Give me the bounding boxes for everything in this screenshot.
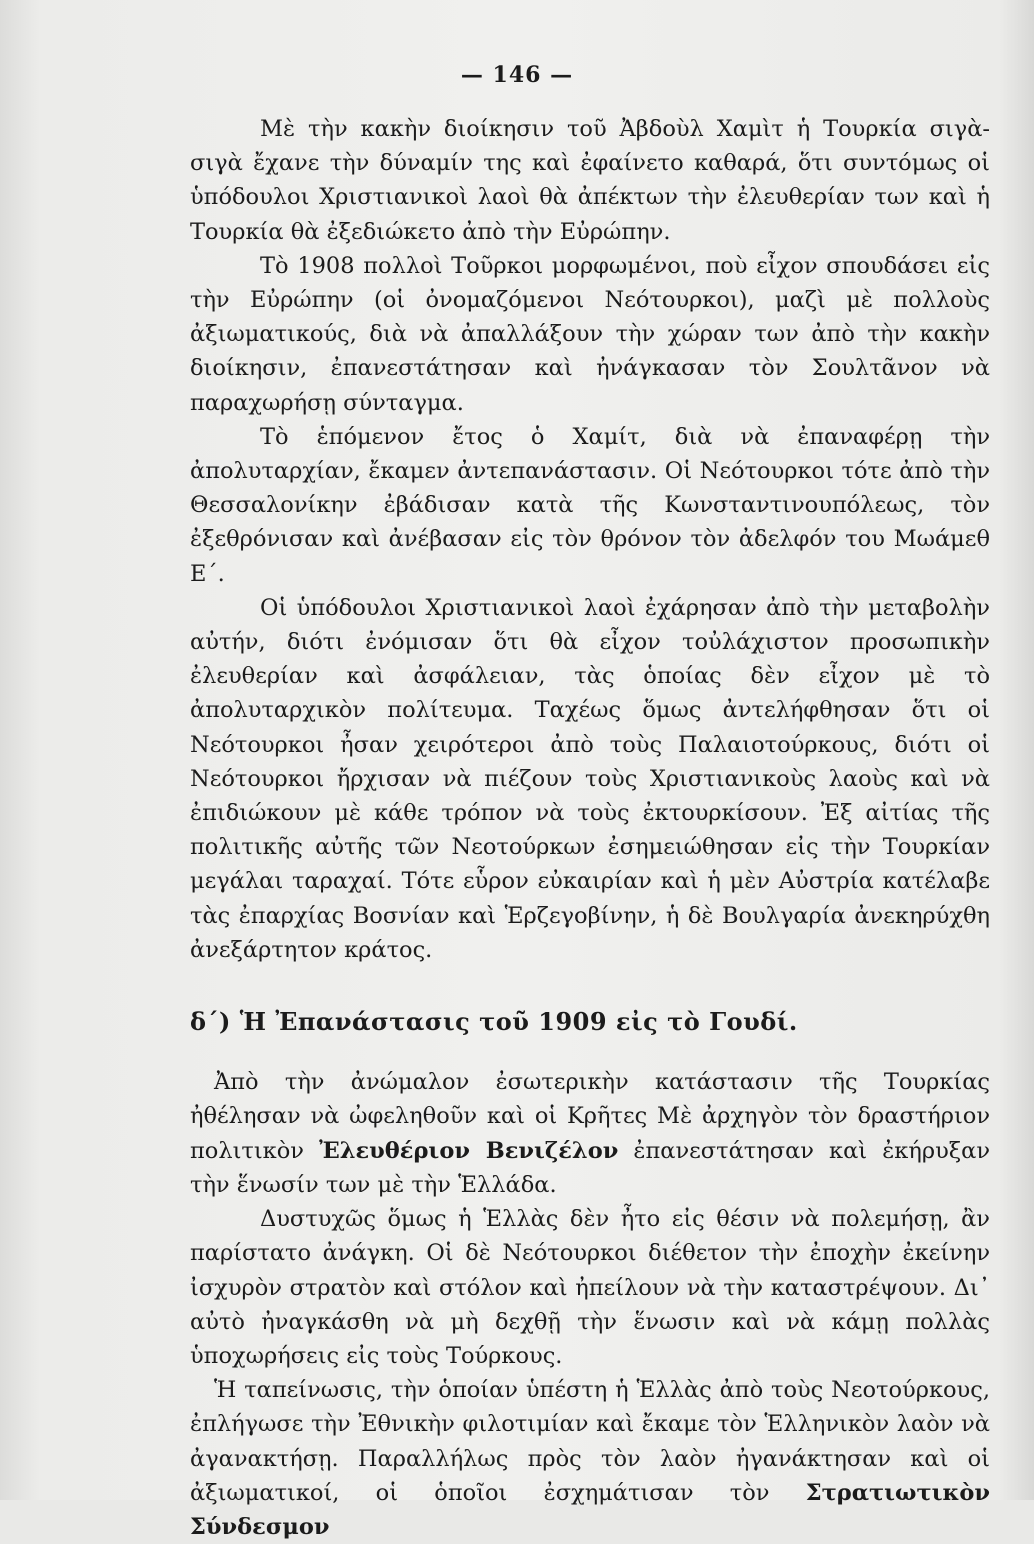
paragraph-cretans-text-b: ἐπανεστάτησαν καὶ ἐκήρυξαν τὴν ἕνωσίν των μὲ τὴν Ἑλλάδα. — [190, 1137, 991, 1198]
paragraph-cretans — [190, 1065, 990, 1202]
paragraph-young-turks-1908: Τὸ 1908 πολλοὶ Τοῦρκοι μορφωμένοι, ποὺ εἶχον σπουδάσει εἰς τὴν Εὐρώπην (οἱ ὀνομαζόμενοι Νεότουρκοι), μαζὶ μὲ πολλοὺς ἀξιωματικούς, διὰ νὰ ἀπαλλάξουν τὴν χώραν των ἀπὸ τὴν κακὴν διοίκησιν, ἐπανεστάτησαν καὶ ἠνάγκασαν τὸν Σουλτᾶνον νὰ παραχωρήσῃ σύνταγμα. — [190, 252, 990, 416]
section-heading: δ΄) Ἡ Ἐπανάστασις τοῦ 1909 εἰς τὸ Γουδί. — [190, 1007, 798, 1037]
paragraph-hamid-rule: Μὲ τὴν κακὴν διοίκησιν τοῦ Ἀβδοὺλ Χαμὶτ ἡ Τουρκία σιγὰ-σιγὰ ἔχανε τὴν δύναμίν της καὶ ἐφαίνετο καθαρά, ὅτι συντόμως οἱ ὑπόδουλοι Χριστιανικοὶ λαοὶ θὰ ἀπέκτων τὴν ἐλευθερίαν των καὶ ἡ Τουρκία θὰ ἐξεδιώκετο ἀπὸ τὴν Εὐρώπην. — [190, 116, 990, 245]
paragraph-humiliation — [190, 1373, 990, 1544]
paragraph-humiliation-text: Ἡ ταπείνωσις, τὴν ὁποίαν ὑπέστη ἡ Ἑλλὰς ἀπὸ τοὺς Νεοτούρκους, ἐπλήγωσε τὴν Ἐθνικὴν φιλοτιμίαν καὶ ἔκαμε τὸν Ἑλληνικὸν λαὸν νὰ ἀγανακτήσῃ. Παραλλήλως πρὸς τὸν λαὸν ἠγανάκτησαν καὶ οἱ ἀξιωματικοί, οἱ ὁποῖοι ἐσχημάτισαν τὸν — [190, 1377, 990, 1506]
military-league-name: Στρατιωτικὸν Σύνδεσμον — [190, 1479, 990, 1540]
body-text — [190, 112, 990, 1544]
paragraph-counter-revolution: Τὸ ἑπόμενον ἔτος ὁ Χαμίτ, διὰ νὰ ἐπαναφέρῃ τὴν ἀπολυταρχίαν, ἔκαμεν ἀντεπανάστασιν. Οἱ Νεότουρκοι τότε ἀπὸ τὴν Θεσσαλονίκην ἐβάδισαν κατὰ τῆς Κωνσταντινουπόλεως, τὸν ἐξεθρόνισαν καὶ ἀνέβασαν εἰς τὸν θρόνον τὸν ἀδελφόν του Μωάμεθ Ε΄. — [190, 423, 990, 587]
page-number: — 146 — — [460, 62, 574, 88]
paragraph-cretans-text-a: Ἀπὸ τὴν ἀνώμαλον ἐσωτερικὴν κατάστασιν τῆς Τουρκίας ἠθέλησαν νὰ ὠφεληθοῦν καὶ οἱ Κρῆτες Μὲ ἀρχηγὸν τὸν δραστήριον πολιτικὸν — [190, 1069, 990, 1164]
paragraph-greece-unable: Δυστυχῶς ὅμως ἡ Ἑλλὰς δὲν ἦτο εἰς θέσιν νὰ πολεμήσῃ, ἂν παρίστατο ἀνάγκη. Οἱ δὲ Νεότουρκοι διέθετον τὴν ἐποχὴν ἐκείνην ἰσχυρὸν στρατὸν καὶ στόλον καὶ ἠπείλουν νὰ τὴν καταστρέψουν. Δι᾽ αὐτὸ ἠναγκάσθη νὰ μὴ δεχθῇ τὴν ἕνωσιν καὶ νὰ κάμῃ πολλὰς ὑποχωρήσεις εἰς τοὺς Τούρκους. — [190, 1206, 990, 1369]
venizelos-name: Ἐλευθέριον Βενιζέλον — [319, 1137, 619, 1164]
paragraph-christian-peoples: Οἱ ὑπόδουλοι Χριστιανικοὶ λαοὶ ἐχάρησαν ἀπὸ τὴν μεταβολὴν αὐτήν, διότι ἐνόμισαν ὅτι θὰ εἶχον τοὐλάχιστον προσωπικὴν ἐλευθερίαν καὶ ἀσφάλειαν, τὰς ὁποίας δὲν εἶχον μὲ τὸ ἀπολυταρχικὸν πολίτευμα. Ταχέως ὅμως ἀντελήφθησαν ὅτι οἱ Νεότουρκοι ἦσαν χειρότεροι ἀπὸ τοὺς Παλαιοτούρκους, διότι οἱ Νεότουρκοι ἤρχισαν νὰ πιέζουν τοὺς Χριστιανικοὺς λαοὺς καὶ νὰ ἐπιδιώκουν μὲ κάθε τρόπον νὰ τοὺς ἐκτουρκίσουν. Ἐξ αἰτίας τῆς πολιτικῆς αὐτῆς τῶν Νεοτούρκων ἐσημειώθησαν εἰς τὴν Τουρκίαν μεγάλαι ταραχαί. Τότε εὗρον εὐκαιρίαν καὶ ἡ μὲν Αὐστρία κατέλαβε τὰς ἐπαρχίας Βοσνίαν καὶ Ἑρζεγοβίνην, ἡ δὲ Βουλγαρία ἀνεκηρύχθη ἀνεξάρτητον κράτος. — [190, 594, 990, 963]
